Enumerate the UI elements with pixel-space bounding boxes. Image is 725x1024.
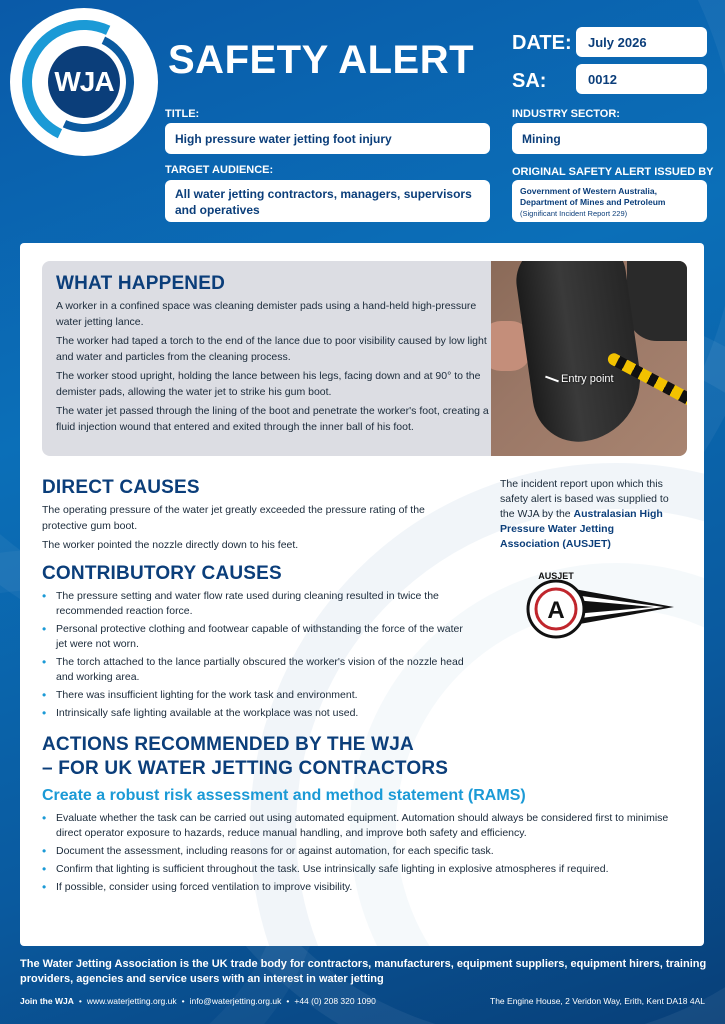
bullet-separator: • [78,996,82,1006]
list-item: • There was insufficient lighting for the work task and environment. [42,688,472,703]
issuer-line: Department of Mines and Petroleum [520,197,666,207]
content-panel [20,243,704,946]
photo-shadow [627,261,687,341]
list-item: • If possible, consider using forced ventilation to improve visibility. [42,880,682,895]
title-value: High pressure water jetting foot injury [165,123,490,154]
direct-causes-paragraph: The operating pressure of the water jet greatly exceeded the pressure rating of the protective gum boot. [42,504,425,532]
audience-label: TARGET AUDIENCE: [165,164,274,176]
actions-list [42,811,682,895]
wja-logo-text: WJA [48,46,120,118]
list-item: • Evaluate whether the task can be carried out using automated equipment. Automation should always be considered first to minimise direct operator exposure to hazards, reduce manual handling, and improve both safety and efficiency. [42,811,682,841]
actions-heading-line: ACTIONS RECOMMENDED BY THE WJA [42,734,414,755]
entry-point-label: Entry point [561,373,614,385]
date-label: DATE: [512,32,572,54]
footer-about: The Water Jetting Association is the UK trade body for contractors, manufacturers, equipment suppliers, equipment hirers, training providers, agencies and service users with an interest in water jetting [20,958,707,985]
svg-text:A: A [547,597,565,624]
wja-logo [10,8,158,156]
title-label: TITLE: [165,108,200,120]
date-value: July 2026 [576,27,707,57]
gum-boot-image [512,261,649,448]
list-item: • The pressure setting and water flow rate used during cleaning resulted in twice the recommended reaction force. [42,589,472,619]
contributory-causes-section [42,563,472,724]
rams-subheading: Create a robust risk assessment and method statement (RAMS) [42,787,526,804]
ausjet-logo [514,567,674,647]
bullet-separator: • [286,996,290,1006]
what-happened-paragraph: The water jet passed through the lining of the boot and penetrate the worker's foot, creating a fluid injection wound that entered and exited through the inner ball of his foot. [56,405,489,433]
list-item: • Confirm that lighting is sufficient throughout the task. Use intrinsically safe lighting in explosive atmospheres if required. [42,862,682,877]
sector-value: Mining [512,123,707,154]
bullet-separator: • [181,996,185,1006]
direct-causes-section [42,477,472,554]
source-note-text: The incident report upon which this safety alert is based was supplied to the WJA by the [500,478,669,520]
ausjet-name: Australasian High Pressure Water Jetting Association (AUSJET) [500,508,663,550]
list-item: • Personal protective clothing and footwear capable of withstanding the force of the water jet were not worn. [42,622,472,652]
what-happened-paragraph: The worker had taped a torch to the end of the lance due to poor visibility caused by low light and water and particles from the cleaning process. [56,335,487,363]
actions-section [42,733,682,898]
contributory-list [42,589,472,721]
what-happened-paragraph: The worker stood upright, holding the lance between his legs, facing down and at 90° to the demister pads, allowing the water jet to strike his gum boot. [56,370,481,398]
sector-label: INDUSTRY SECTOR: [512,108,620,120]
source-note [500,477,670,552]
list-item: • Document the assessment, including reasons for or against automation, for each specific task. [42,844,682,859]
website-link[interactable]: www.waterjetting.org.uk [86,996,177,1006]
issuer-line: (Significant Incident Report 229) [520,209,628,218]
join-link[interactable]: Join the WJA [20,996,74,1006]
direct-causes-paragraph: The worker pointed the nozzle directly down to his feet. [42,539,299,551]
issuer-value [512,180,707,222]
issuer-label: ORIGINAL SAFETY ALERT ISSUED BY [512,166,714,178]
email-link[interactable]: info@waterjetting.org.uk [189,996,282,1006]
what-happened-box [42,261,687,456]
issuer-line: Government of Western Australia, [520,186,657,196]
sa-label: SA: [512,70,547,92]
what-happened-paragraph: A worker in a confined space was cleaning demister pads using a hand-held high-pressure water jetting lance. [56,300,477,328]
actions-heading-line: – FOR UK WATER JETTING CONTRACTORS [42,758,449,779]
sa-value: 0012 [576,64,707,94]
direct-causes-heading: DIRECT CAUSES [42,477,200,498]
phone-number: +44 (0) 208 320 1090 [294,996,376,1006]
list-item: • The torch attached to the lance partially obscured the worker's vision of the nozzle head and working area. [42,655,472,685]
audience-value: All water jetting contractors, managers, supervisors and operatives [165,180,490,222]
footer-address: The Engine House, 2 Veridon Way, Erith, Kent DA18 4AL [490,996,705,1006]
contributory-causes-heading: CONTRIBUTORY CAUSES [42,563,282,584]
ausjet-logo-text: AUSJET [538,571,574,581]
page-title: SAFETY ALERT [168,38,475,82]
what-happened-heading: WHAT HAPPENED [56,273,226,294]
incident-photo [491,261,687,456]
list-item: • Intrinsically safe lighting available at the workplace was not used. [42,706,472,721]
actions-heading [42,733,682,781]
